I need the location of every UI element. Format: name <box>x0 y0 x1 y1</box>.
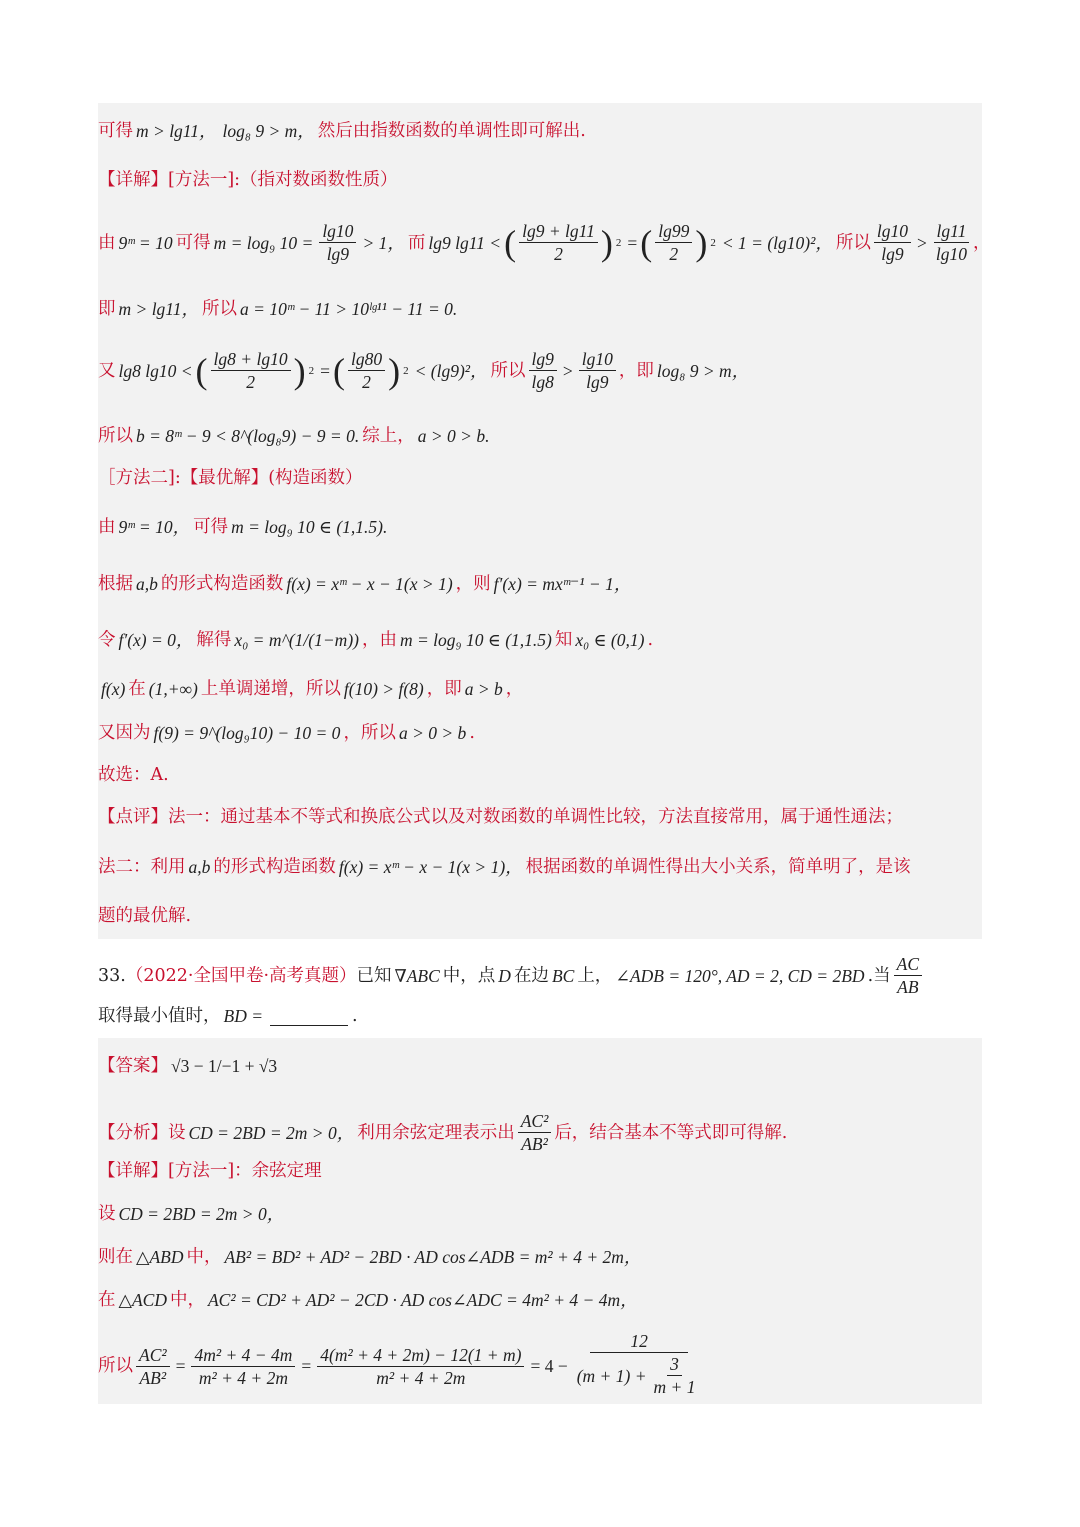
line-method-two-step2: 根据 a,b 的形式构造函数 f(x) = xᵐ − x − 1(x > 1) ，则 f′(x) = mxᵐ⁻¹ − 1， <box>98 574 632 594</box>
line-comment-1: 【点评】法一：通过基本不等式和换底公式以及对数函数的单调性比较，方法直接常用，属于通性通法； <box>98 807 903 827</box>
detail-step-4: 所以 $\frac{\text{AC²}}{\text{AB²}}$ = $\frac{\text{4m² + 4 − 4m}}{\text{m² + 4 + 2m}}$ = $\frac{\text{4(m² + 4 + 2m) − 12(1 + m)}}{\text{m² + 4 + 2m}}$ = 4 − 12 (m + 1) + $\frac{3}{m + 1}$ <box>98 1330 982 1402</box>
fraction: $\frac{\lg 10}{\lg 9}$ <box>874 220 911 265</box>
answer-blank <box>270 1007 348 1026</box>
question-33-blank-line: 取得最小值时， BD = . <box>98 1006 358 1026</box>
fraction: $\frac{\lg 9 + \lg 11}{2}$ <box>519 220 598 265</box>
line-method-two-step3: 令 f′(x) = 0， 解得 x₀ = m^(1/(1−m)) ，由 m = log₉ 10 ∈ (1,1.5) 知 x₀ ∈ (0,1) . <box>98 630 654 650</box>
heading-method-one: 【详解】[方法一]:（指对数函数性质） <box>98 170 398 190</box>
line-method-two-step1: 由 9ᵐ = 10， 可得 m = log₉ 10 ∈ (1,1.5). <box>98 517 388 537</box>
line-method-one-step2: 即 m > lg11， 所以 a = 10ᵐ − 11 > 10ˡᵍ¹¹ − 11 = 0. <box>98 299 458 319</box>
fraction: $\frac{\text{AC²}}{\text{AB²}}$ <box>136 1344 170 1389</box>
fraction: $\frac{AC}{AB}$ <box>894 953 922 998</box>
line-choice: 故选：A. <box>98 765 169 785</box>
line-method-one-step3: 又 lg8 lg10 < ( $\frac{\lg 8 + \lg 10}{2}$ ) 2 = ( $\frac{\lg 80}{2}$ ) 2 < (lg9)²， 所以 $\frac{\lg 9}{\lg 8}$ > $\frac{\lg 10}{\lg 9}$ ，即 log₈ 9 > m， <box>98 349 750 392</box>
line-comment-2: 法二：利用 a,b 的形式构造函数 f(x) = xᵐ − x − 1(x > 1)， 根据函数的单调性得出大小关系，简单明了，是该 <box>98 857 911 877</box>
fraction: $\frac{\text{AC²}}{\text{AB²}}$ <box>518 1110 552 1155</box>
detail-step-3: 在 △ACD 中， AC² = CD² + AD² − 2CD · AD cos∠ADC = 4m² + 4 − 4m， <box>98 1290 638 1310</box>
fraction: $\frac{\lg 9}{\lg 8}$ <box>529 348 557 393</box>
fraction: $\frac{\lg 80}{2}$ <box>348 348 385 393</box>
detail-step-1: 设 CD = 2BD = 2m > 0， <box>98 1204 285 1224</box>
fraction: $\frac{\lg 99}{2}$ <box>655 220 692 265</box>
fraction: $\frac{\lg 11}{\lg 10}$ <box>933 220 970 265</box>
fraction: $\frac{\text{4(m² + 4 + 2m) − 12(1 + m)}}{\text{m² + 4 + 2m}}$ <box>317 1344 524 1389</box>
line-conclusion-hint: 可得 m > lg11， log₈ 9 > m， 然后由指数函数的单调性即可解出. <box>98 121 586 141</box>
fraction: $\frac{\lg 10}{\lg 9}$ <box>579 348 616 393</box>
line-method-two-conclusion: 又因为 f(9) = 9^(log₉10) − 10 = 0 ，所以 a > 0 > b . <box>98 723 475 743</box>
question-33-stem: 33. （2022·全国甲卷·高考真题） 已知 ∇ABC 中，点 D 在边 BC 上， ∠ADB = 120°, AD = 2, CD = 2BD .当 $\frac{AC}{AB}$ <box>98 953 982 998</box>
line-method-one-step1: 由 9ᵐ = 10 可得 m = log₉ 10 = $\frac{\lg 10}{\lg 9}$ > 1， 而 lg9 lg11 < ( $\frac{\lg 9 + \lg 11}{2}$ ) 2 = ( $\frac{\lg 99}{2}$ ) 2 < 1 = (lg10)²， 所以 $\frac{\lg 10}{\lg 9}$ > $\frac{\lg 11}{\lg 10}$ ， <box>98 221 991 264</box>
line-comment-3: 题的最优解. <box>98 906 192 926</box>
line-method-two-step4: f(x) 在 (1,+∞) 上单调递增，所以 f(10) > f(8) ，即 a > b ， <box>101 679 524 699</box>
heading-method-two: ［方法二]:【最优解】(构造函数） <box>98 468 363 488</box>
fraction: $\frac{3}{m + 1}$ <box>653 1354 696 1397</box>
fraction: $\frac{\lg 8 + \lg 10}{2}$ <box>211 348 291 393</box>
analysis-line: 【分析】设 CD = 2BD = 2m > 0， 利用余弦定理表示出 $\frac{\text{AC²}}{\text{AB²}}$ 后，结合基本不等式即可得解. <box>98 1111 788 1154</box>
answer-line: 【答案】 √3 − 1/−1 + √3 <box>98 1056 278 1076</box>
fraction: $\frac{\text{4m² + 4 − 4m}}{\text{m² + 4 + 2m}}$ <box>191 1344 295 1389</box>
compound-fraction: 12 (m + 1) + $\frac{3}{m + 1}$ <box>574 1330 705 1398</box>
fraction: $\frac{\lg 10}{\lg 9}$ <box>319 220 356 265</box>
detail-step-2: 则在 △ABD 中， AB² = BD² + AD² − 2BD · AD cos∠ADB = m² + 4 + 2m， <box>98 1247 642 1267</box>
detail-heading: 【详解】[方法一]：余弦定理 <box>98 1161 322 1181</box>
line-method-one-conclusion: 所以 b = 8ᵐ − 9 < 8^(log₈9) − 9 = 0. 综上， a > 0 > b. <box>98 426 490 446</box>
